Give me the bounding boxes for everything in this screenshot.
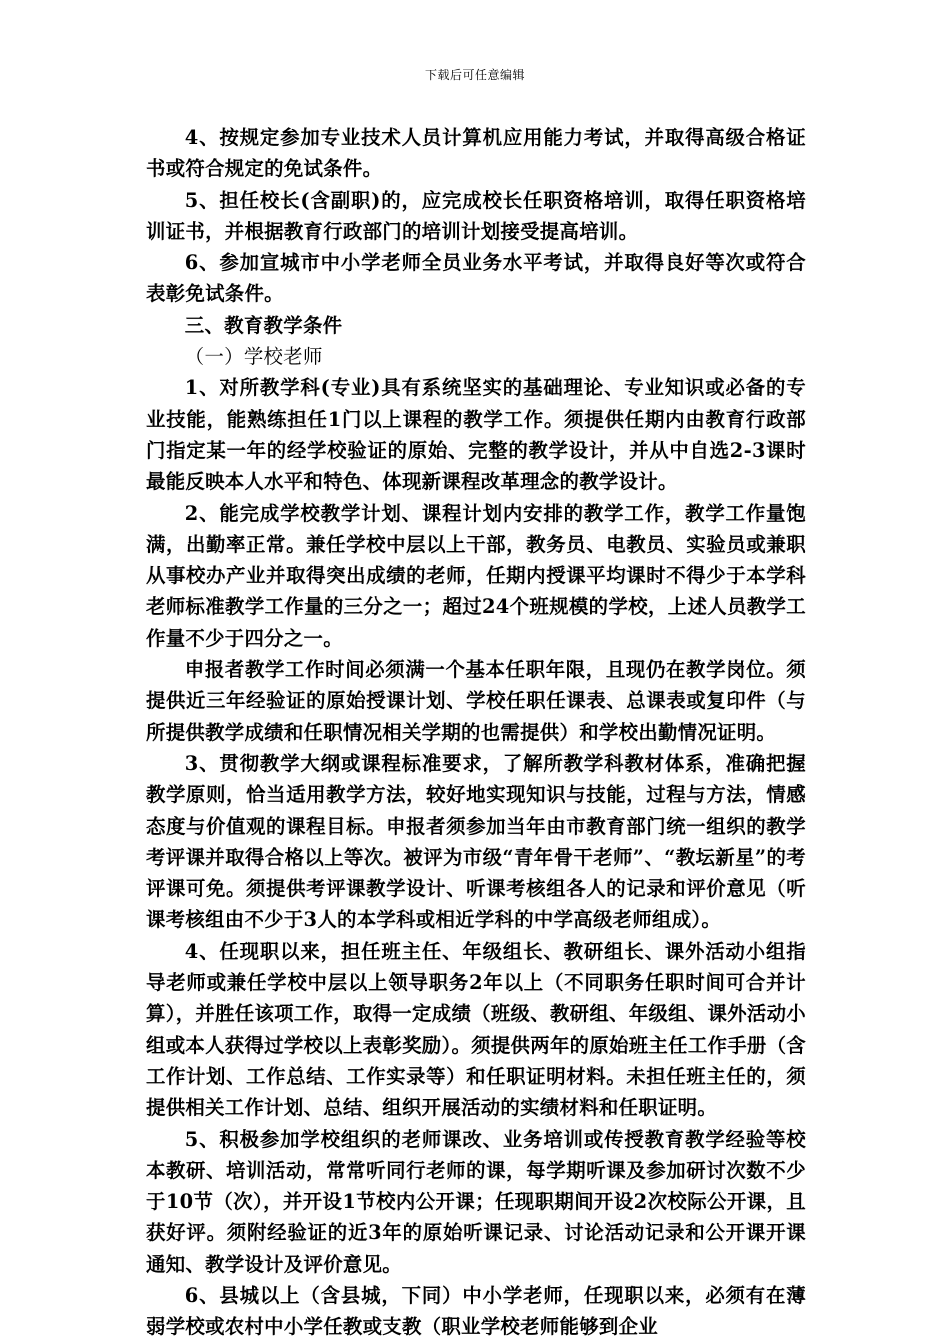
page-header: 下载后可任意编辑	[424, 68, 525, 82]
paragraph-workload: 2、能完成学校教学计划、课程计划内安排的教学工作，教学工作量饱满，出勤率正常。兼任学校中层以上干部，教务员、电教员、实验员或兼职从事校办产业并取得突出成绩的老师，任期内授课平均课时不得少于本学科老师标准教学工作量的三分之一；超过24个班规模的学校，上述人员教学工作量不少于四分之一。	[146, 501, 806, 650]
document-body	[146, 122, 806, 1343]
paragraph-rural-teaching: 6、县城以上（含县城，下同）中小学老师，任现职以来，必须有在薄弱学校或农村中小学任教或支教（职业学校老师能够到企业	[146, 1283, 806, 1339]
paragraph-tenure-requirement: 申报者教学工作时间必须满一个基本任职年限，且现仍在教学岗位。须提供近三年经验证的原始授课计划、学校任职任课表、总课表或复印件（与所提供教学成绩和任职情况相关学期的也需提供）和学校出勤情况证明。	[146, 658, 806, 744]
paragraph-subject-knowledge: 1、对所教学科(专业)具有系统坚实的基础理论、专业知识或必备的专业技能，能熟练担任1门以上课程的教学工作。须提供任期内由教育行政部门指定某一年的经学校验证的原始、完整的教学设计，并从中自选2-3课时最能反映本人水平和特色、体现新课程改革理念的教学设计。	[146, 376, 806, 494]
paragraph-teaching-principles: 3、贯彻教学大纲或课程标准要求，了解所教学科教材体系，准确把握教学原则，恰当适用教学方法，较好地实现知识与技能，过程与方法，情感态度与价值观的课程目标。申报者须参加当年由市教育部门统一组织的教学考评课并取得合格以上等次。被评为市级“青年骨干老师”、“教坛新星”的考评课可免。须提供考评课教学设计、听课考核组各人的记录和评价意见（听课考核组由不少于3人的本学科或相近学科的中学高级老师组成）。	[146, 751, 806, 932]
paragraph-leadership-duties: 4、任现职以来，担任班主任、年级组长、教研组长、课外活动小组指导老师或兼任学校中层以上领导职务2年以上（不同职务任职时间可合并计算），并胜任该项工作，取得一定成绩（班级、教研组、年级组、课外活动小组或本人获得过学校以上表彰奖励）。须提供两年的原始班主任工作手册（含工作计划、工作总结、工作实录等）和任职证明材料。未担任班主任的，须提供相关工作计划、总结、组织开展活动的实绩材料和任职证明。	[146, 939, 806, 1120]
paragraph-principal-training: 5、担任校长(含副职)的，应完成校长任职资格培训，取得任职资格培训证书，并根据教育行政部门的培训计划接受提高培训。	[146, 188, 806, 243]
subsection-heading-school-teachers: （一）学校老师	[184, 345, 323, 369]
section-heading-teaching-conditions: 三、教育教学条件	[184, 313, 343, 337]
paragraph-proficiency-exam: 6、参加宣城市中小学老师全员业务水平考试，并取得良好等次或符合表彰免试条件。	[146, 251, 806, 306]
paragraph-computer-exam: 4、按规定参加专业技术人员计算机应用能力考试，并取得高级合格证书或符合规定的免试条件。	[146, 126, 806, 181]
paragraph-school-research: 5、积极参加学校组织的老师课改、业务培训或传授教育教学经验等校本教研、培训活动，常常听同行老师的课，每学期听课及参加研讨次数不少于10节（次），并开设1节校内公开课；任现职期间开设2次校际公开课，且获好评。须附经验证的近3年的原始听课记录、讨论活动记录和公开课开课通知、教学设计及评价意见。	[146, 1127, 806, 1276]
